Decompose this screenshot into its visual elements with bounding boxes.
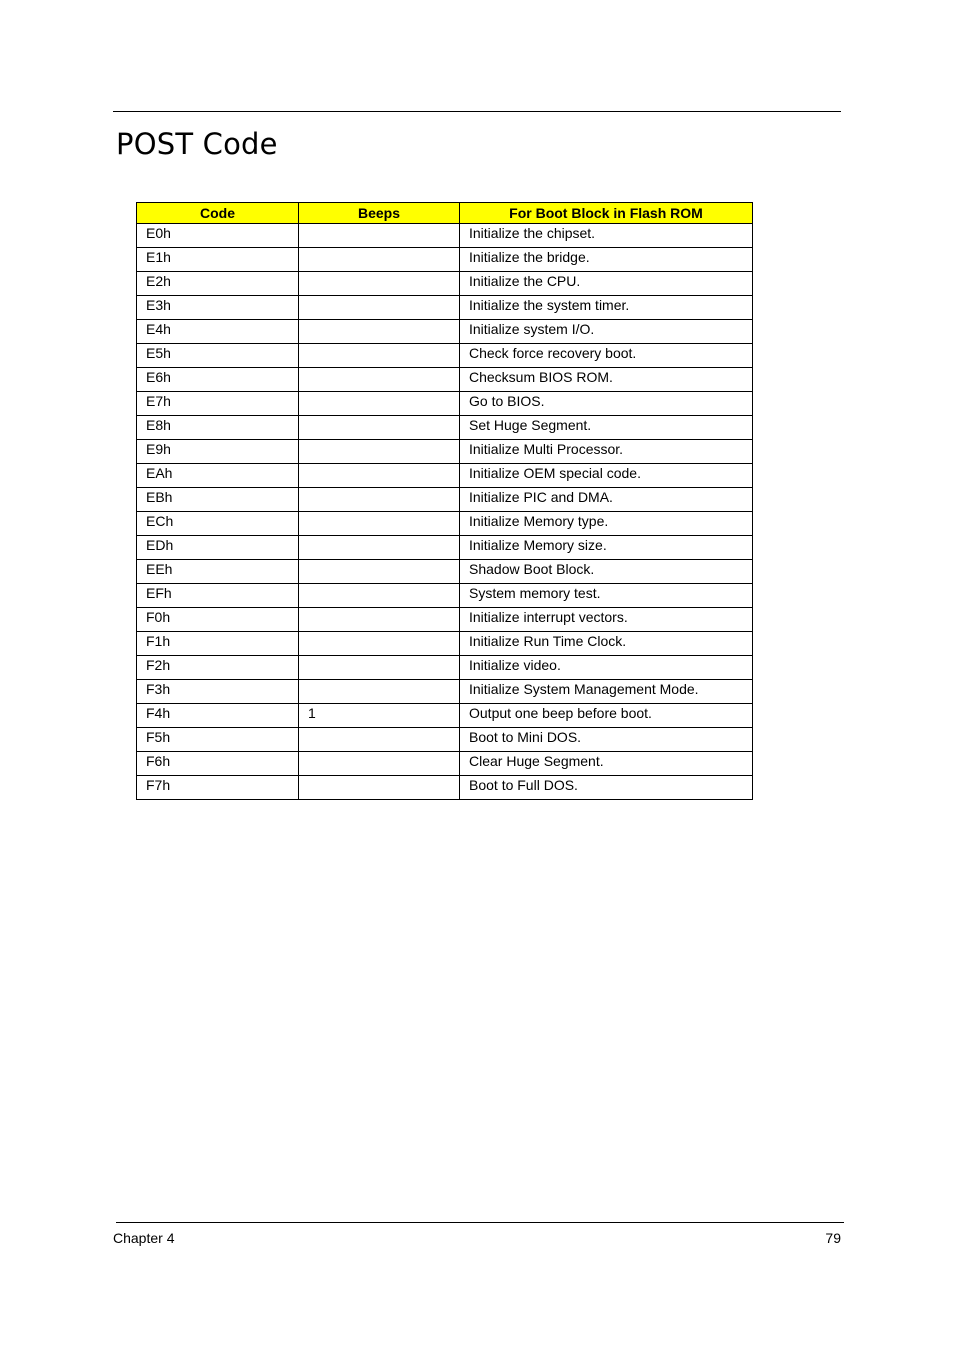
cell-code: EEh xyxy=(137,560,299,584)
cell-description: Check force recovery boot. xyxy=(460,344,753,368)
cell-code: F5h xyxy=(137,728,299,752)
cell-description: Shadow Boot Block. xyxy=(460,560,753,584)
cell-beeps xyxy=(299,320,460,344)
cell-code: F4h xyxy=(137,704,299,728)
cell-code: E6h xyxy=(137,368,299,392)
table-row xyxy=(137,368,753,392)
table-row xyxy=(137,680,753,704)
cell-description: Initialize the chipset. xyxy=(460,224,753,248)
table-row xyxy=(137,224,753,248)
table-row xyxy=(137,584,753,608)
table-row xyxy=(137,416,753,440)
table-row xyxy=(137,632,753,656)
table-header-row xyxy=(137,203,753,224)
table-row xyxy=(137,272,753,296)
cell-beeps xyxy=(299,296,460,320)
table-row xyxy=(137,512,753,536)
table-row xyxy=(137,296,753,320)
cell-beeps xyxy=(299,440,460,464)
cell-code: E7h xyxy=(137,392,299,416)
column-header-beeps: Beeps xyxy=(299,203,460,224)
table-row xyxy=(137,344,753,368)
column-header-code: Code xyxy=(137,203,299,224)
cell-description: Clear Huge Segment. xyxy=(460,752,753,776)
cell-code: EBh xyxy=(137,488,299,512)
cell-beeps xyxy=(299,632,460,656)
cell-beeps xyxy=(299,608,460,632)
cell-beeps xyxy=(299,728,460,752)
cell-description: Checksum BIOS ROM. xyxy=(460,368,753,392)
cell-description: Boot to Full DOS. xyxy=(460,776,753,800)
cell-code: E1h xyxy=(137,248,299,272)
cell-description: Initialize System Management Mode. xyxy=(460,680,753,704)
cell-beeps xyxy=(299,584,460,608)
cell-description: Initialize Memory type. xyxy=(460,512,753,536)
cell-beeps xyxy=(299,368,460,392)
column-header-description: For Boot Block in Flash ROM xyxy=(460,203,753,224)
cell-code: ECh xyxy=(137,512,299,536)
cell-code: F6h xyxy=(137,752,299,776)
footer-rule xyxy=(116,1222,844,1223)
cell-description: Go to BIOS. xyxy=(460,392,753,416)
cell-code: E9h xyxy=(137,440,299,464)
table-row xyxy=(137,608,753,632)
cell-description: Initialize the bridge. xyxy=(460,248,753,272)
footer-page-number: 79 xyxy=(825,1230,841,1246)
cell-description: Initialize PIC and DMA. xyxy=(460,488,753,512)
cell-code: E8h xyxy=(137,416,299,440)
cell-description: Initialize video. xyxy=(460,656,753,680)
cell-code: E2h xyxy=(137,272,299,296)
table-row xyxy=(137,560,753,584)
cell-description: Initialize system I/O. xyxy=(460,320,753,344)
cell-description: Initialize interrupt vectors. xyxy=(460,608,753,632)
cell-beeps xyxy=(299,344,460,368)
cell-description: Boot to Mini DOS. xyxy=(460,728,753,752)
cell-description: Initialize Multi Processor. xyxy=(460,440,753,464)
table-row xyxy=(137,536,753,560)
cell-beeps xyxy=(299,752,460,776)
cell-description: Output one beep before boot. xyxy=(460,704,753,728)
cell-description: Initialize OEM special code. xyxy=(460,464,753,488)
cell-beeps xyxy=(299,656,460,680)
cell-description: Initialize Run Time Clock. xyxy=(460,632,753,656)
table-body xyxy=(137,224,753,800)
cell-code: F2h xyxy=(137,656,299,680)
cell-beeps xyxy=(299,248,460,272)
page-title: POST Code xyxy=(116,127,278,161)
table-row xyxy=(137,320,753,344)
table-row xyxy=(137,704,753,728)
cell-code: E5h xyxy=(137,344,299,368)
table-row xyxy=(137,392,753,416)
cell-beeps xyxy=(299,464,460,488)
cell-code: EAh xyxy=(137,464,299,488)
cell-beeps: 1 xyxy=(299,704,460,728)
footer-chapter: Chapter 4 xyxy=(113,1230,175,1246)
table-row xyxy=(137,776,753,800)
cell-beeps xyxy=(299,416,460,440)
cell-code: F0h xyxy=(137,608,299,632)
cell-beeps xyxy=(299,392,460,416)
cell-beeps xyxy=(299,680,460,704)
cell-code: EFh xyxy=(137,584,299,608)
cell-beeps xyxy=(299,536,460,560)
cell-description: Set Huge Segment. xyxy=(460,416,753,440)
table-row xyxy=(137,248,753,272)
cell-description: System memory test. xyxy=(460,584,753,608)
cell-beeps xyxy=(299,224,460,248)
cell-beeps xyxy=(299,776,460,800)
cell-code: F3h xyxy=(137,680,299,704)
table-row xyxy=(137,440,753,464)
cell-code: F7h xyxy=(137,776,299,800)
cell-description: Initialize the system timer. xyxy=(460,296,753,320)
table-row xyxy=(137,488,753,512)
top-rule xyxy=(113,111,841,112)
table-row xyxy=(137,728,753,752)
table-row xyxy=(137,752,753,776)
cell-beeps xyxy=(299,512,460,536)
cell-beeps xyxy=(299,560,460,584)
cell-beeps xyxy=(299,488,460,512)
cell-description: Initialize the CPU. xyxy=(460,272,753,296)
cell-code: EDh xyxy=(137,536,299,560)
table-row xyxy=(137,464,753,488)
cell-code: F1h xyxy=(137,632,299,656)
post-code-table xyxy=(136,202,753,800)
table-row xyxy=(137,656,753,680)
cell-code: E3h xyxy=(137,296,299,320)
cell-description: Initialize Memory size. xyxy=(460,536,753,560)
cell-beeps xyxy=(299,272,460,296)
cell-code: E4h xyxy=(137,320,299,344)
cell-code: E0h xyxy=(137,224,299,248)
